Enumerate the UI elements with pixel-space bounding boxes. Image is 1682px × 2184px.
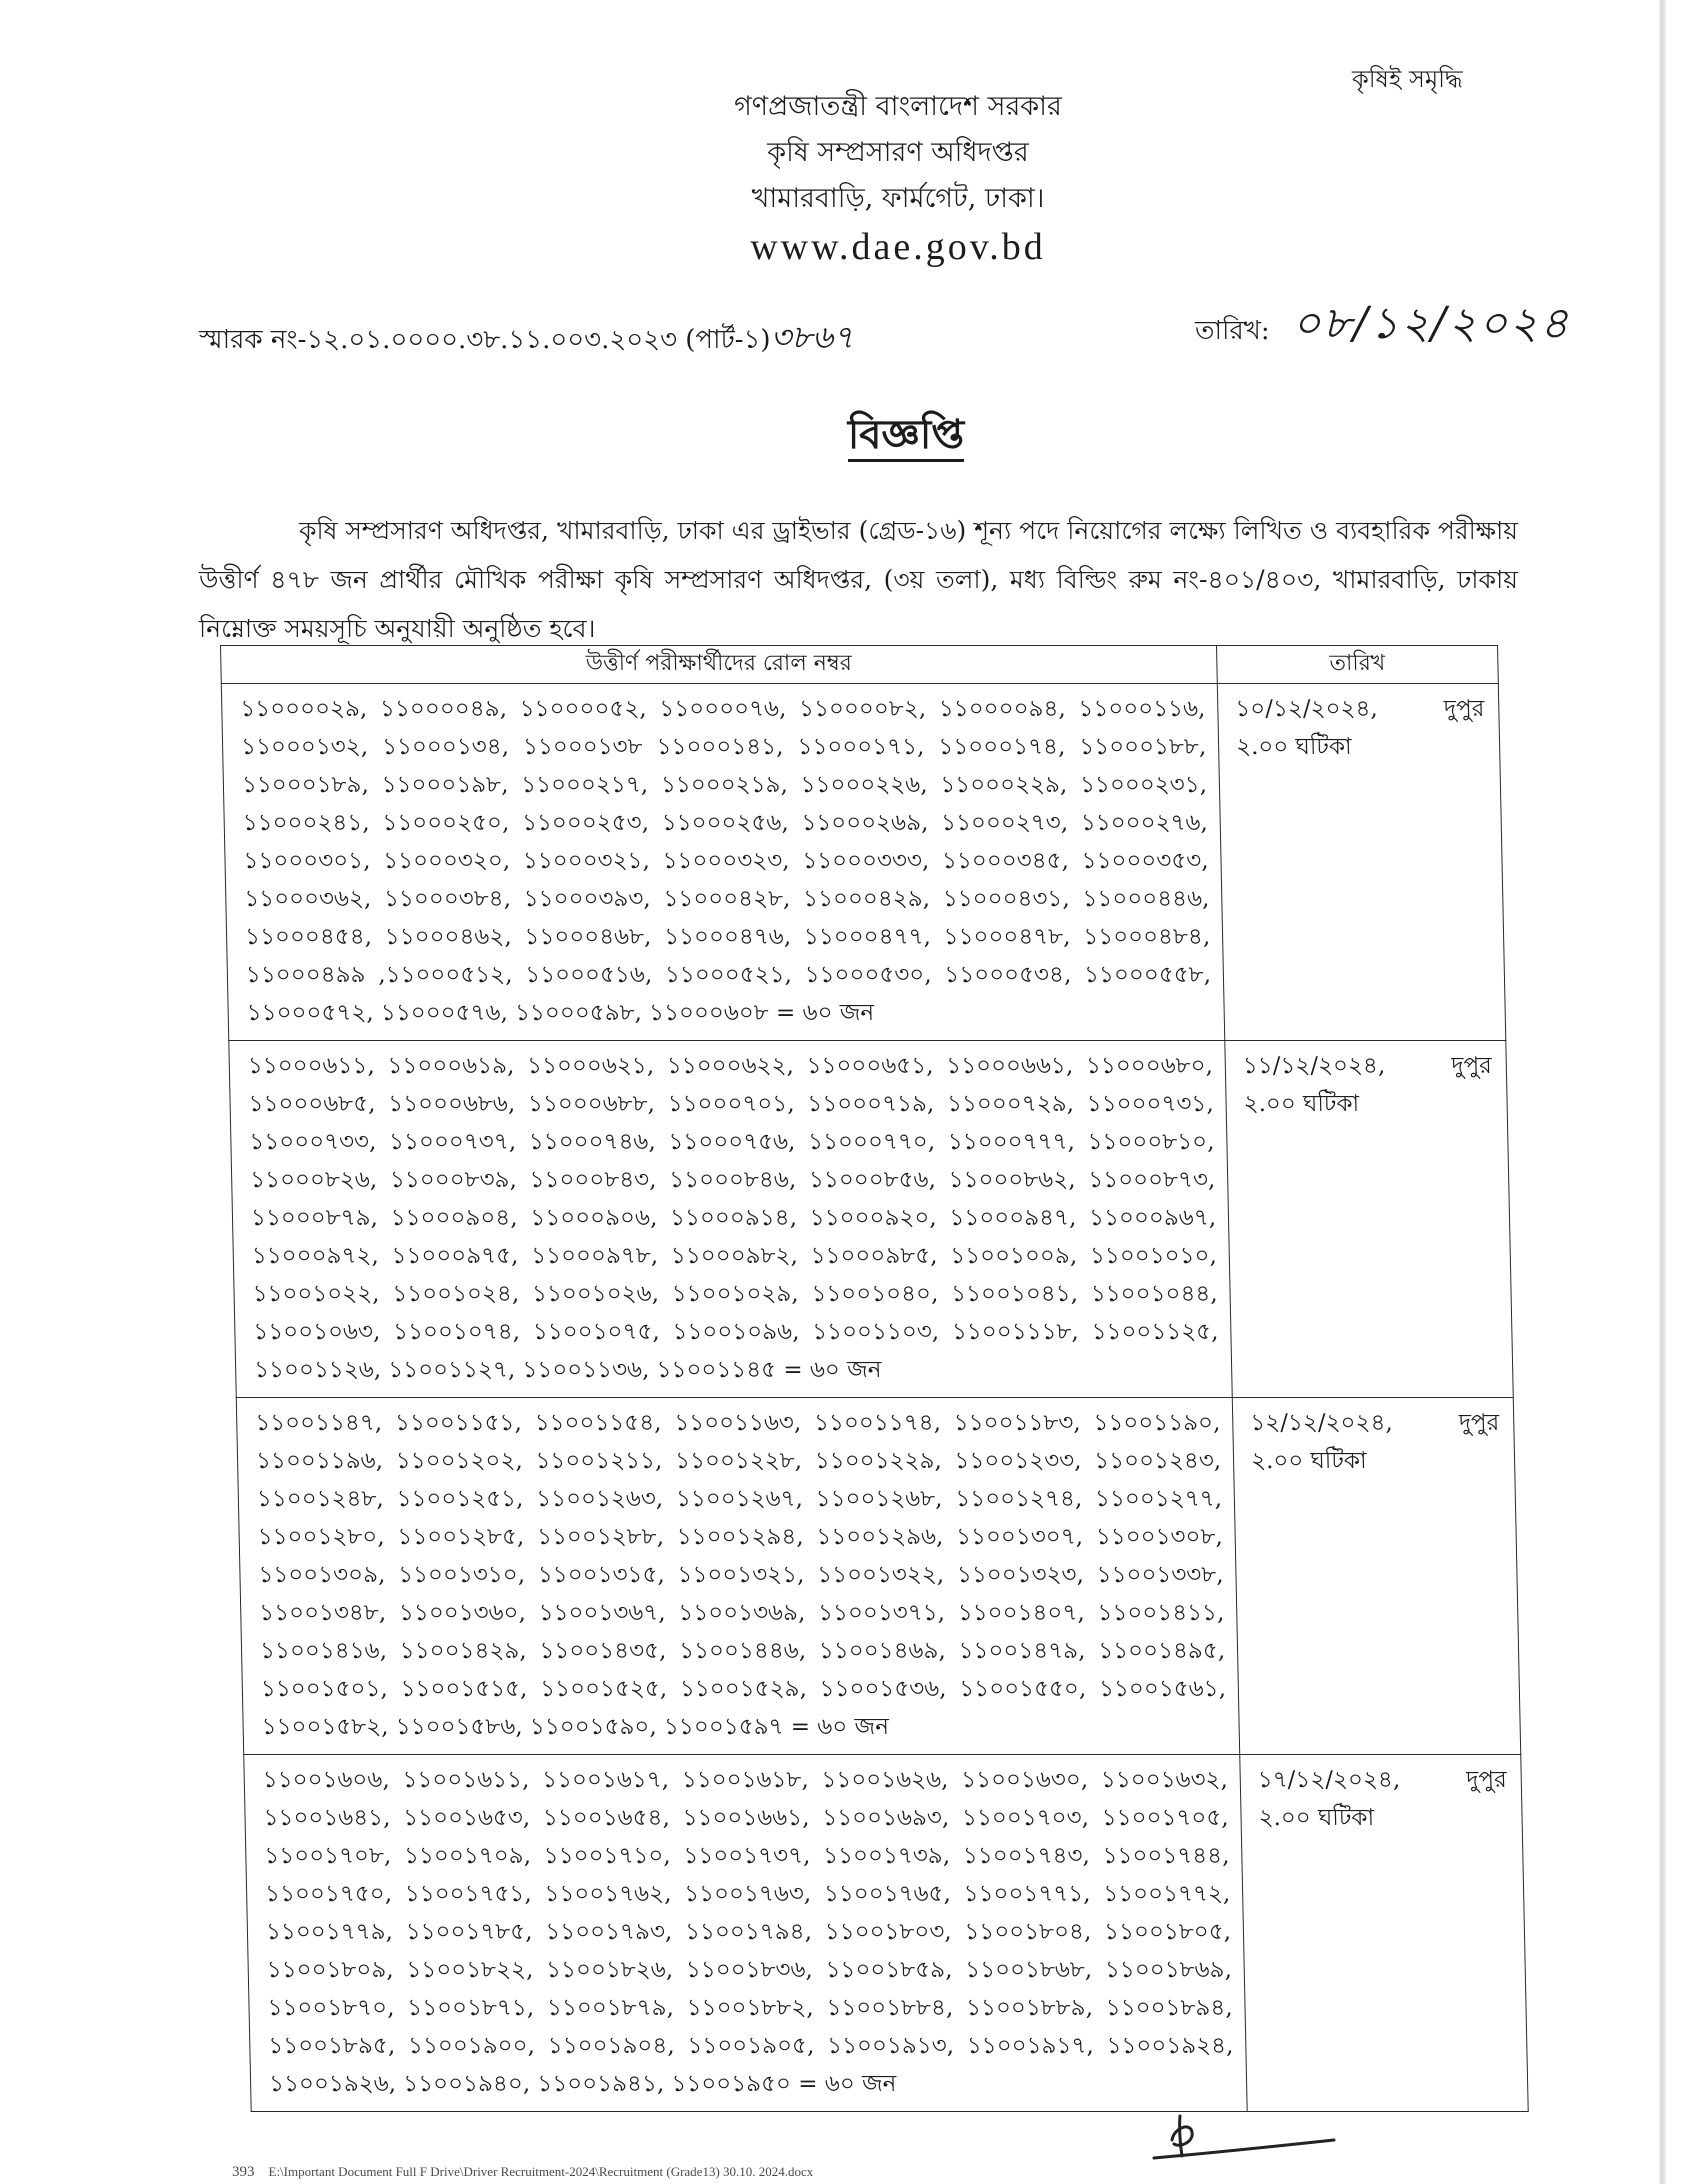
roll-number-line: ১১০০১৩০৯, ১১০০১৩১০, ১১০০১৩১৫, ১১০০১৩২১, ১১০০১৩২২, ১১০০১৩২৩, ১১০০১৩৩৮,	[258, 1562, 1224, 1588]
roll-number-line: ১১০০০৬৮৫, ১১০০০৬৮৬, ১১০০০৬৮৮, ১১০০০৭০১, ১১০০০৭১৯, ১১০০০৭২৯, ১১০০০৭৩১,	[248, 1091, 1214, 1117]
roll-number-line: ১১০০১৭০৮, ১১০০১৭০৯, ১১০০১৭১০, ১১০০১৭৩৭, ১১০০১৭৩৯, ১১০০১৭৪৩, ১১০০১৭৪৪,	[264, 1843, 1230, 1869]
roll-number-line: ১১০০১১৯৬, ১১০০১২০২, ১১০০১২১১, ১১০০১২২৮, ১১০০১২২৯, ১১০০১২৩৩, ১১০০১২৪৩,	[255, 1448, 1222, 1474]
schedule-time: ২.০০ ঘটিকা	[1243, 1091, 1360, 1117]
file-path: E:\Important Document Full F Drive\Driver Recruitment-2024\Recruitment (Grade13) 30.10. 2024.docx	[268, 2164, 814, 2179]
roll-number-line: ১১০০০৬১১, ১১০০০৬১৯, ১১০০০৬২১, ১১০০০৬২২, ১১০০০৬৫১, ১১০০০৬৬১, ১১০০০৬৮০,	[247, 1053, 1214, 1079]
roll-number-line: ১১০০১৮৭০, ১১০০১৮৭১, ১১০০১৮৭৯, ১১০০১৮৮২, ১১০০১৮৮৪, ১১০০১৮৮৯, ১১০০১৮৯৪,	[267, 1995, 1233, 2021]
date-handwritten: ০৮/১২/২০২৪	[1292, 298, 1571, 349]
schedule-date-cell	[1225, 1041, 1513, 1398]
schedule-row	[229, 1041, 1513, 1398]
notice-title	[756, 408, 1056, 462]
roll-number-line: ১১০০১৪১৬, ১১০০১৪২৯, ১১০০১৪৩৫, ১১০০১৪৪৬, ১১০০১৪৬৯, ১১০০১৪৭৯, ১১০০১৪৯৫,	[259, 1638, 1226, 1664]
schedule-date-line	[1242, 1047, 1492, 1085]
roll-number-line: ১১০০০০২৯, ১১০০০০৪৯, ১১০০০০৫২, ১১০০০০৭৬, ১১০০০০৮২, ১১০০০০৯৪, ১১০০০১১৬,	[240, 696, 1206, 722]
roll-number-line: ১১০০১০৬৩, ১১০০১০৭৪, ১১০০১০৭৫, ১১০০১০৯৬, ১১০০১১০৩, ১১০০১১১৮, ১১০০১১২৫,	[253, 1319, 1219, 1345]
roll-number-line-total: ১১০০১৯২৬, ১১০০১৯৪০, ১১০০১৯৪১, ১১০০১৯৫০ = ৬০ জন	[268, 2071, 897, 2097]
schedule-period: দুপুর	[1466, 1767, 1508, 1793]
document-footer	[232, 2164, 813, 2180]
roll-number-line: ১১০০১২৮০, ১১০০১২৮৫, ১১০০১২৮৮, ১১০০১২৯৪, ১১০০১২৯৬, ১১০০১৩০৭, ১১০০১৩০৮,	[257, 1524, 1223, 1550]
roll-number-line: ১১০০০৯৭২, ১১০০০৯৭৫, ১১০০০৯৭৮, ১১০০০৯৮২, ১১০০০৯৮৫, ১১০০১০০৯, ১১০০১০১০,	[251, 1243, 1218, 1269]
schedule-date: ১১/১২/২০২৪,	[1242, 1053, 1386, 1079]
schedule-period: দুপুর	[1451, 1053, 1493, 1079]
letterhead	[598, 84, 1198, 272]
schedule-date: ১৭/১২/২০২৪,	[1257, 1767, 1401, 1793]
page-edge-shadow	[1658, 0, 1666, 2184]
roll-number-line: ১১০০০২৪১, ১১০০০২৫০, ১১০০০২৫৩, ১১০০০২৫৬, ১১০০০২৬৯, ১১০০০২৭৩, ১১০০০২৭৬,	[242, 810, 1209, 836]
roll-number-line: ১১০০১৮০৯, ১১০০১৮২২, ১১০০১৮২৬, ১১০০১৮৩৬, ১১০০১৮৫৯, ১১০০১৮৬৮, ১১০০১৮৬৯,	[266, 1957, 1233, 1983]
website: www.dae.gov.bd	[750, 226, 1046, 268]
roll-number-line: ১১০০১২৪৮, ১১০০১২৫১, ১১০০১২৬৩, ১১০০১২৬৭, ১১০০১২৬৮, ১১০০১২৭৪, ১১০০১২৭৭,	[256, 1486, 1223, 1512]
roll-numbers-cell	[229, 1041, 1232, 1398]
roll-number-line-total: ১১০০১৫৮২, ১১০০১৫৮৬, ১১০০১৫৯০, ১১০০১৫৯৭ = ৬০ জন	[261, 1714, 890, 1740]
roll-number-line: ১১০০০৭৩৩, ১১০০০৭৩৭, ১১০০০৭৪৬, ১১০০০৭৫৬, ১১০০০৭৭০, ১১০০০৭৭৭, ১১০০০৮১০,	[249, 1129, 1215, 1155]
roll-number-line-total: ১১০০১১২৬, ১১০০১১২৭, ১১০০১১৩৬, ১১০০১১৪৫ = ৬০ জন	[253, 1357, 882, 1383]
schedule-date-line	[1250, 1404, 1500, 1442]
schedule-time: ২.০০ ঘটিকা	[1235, 734, 1352, 760]
roll-number-line: ১১০০১৭৭৯, ১১০০১৭৮৫, ১১০০১৭৯৩, ১১০০১৭৯৪, ১১০০১৮০৩, ১১০০১৮০৪, ১১০০১৮০৫,	[265, 1919, 1232, 1945]
header-roll-numbers: উত্তীর্ণ পরীক্ষার্থীদের রোল নম্বর	[221, 646, 1218, 684]
memo-number	[199, 316, 854, 361]
schedule-table-wrapper	[220, 645, 1528, 2112]
roll-number-line: ১১০০১১৪৭, ১১০০১১৫১, ১১০০১১৫৪, ১১০০১১৬৩, ১১০০১১৭৪, ১১০০১১৮৩, ১১০০১১৯০,	[255, 1410, 1221, 1436]
roll-number-line: ১১০০১৬৪১, ১১০০১৬৫৩, ১১০০১৬৫৪, ১১০০১৬৬১, ১১০০১৬৯৩, ১১০০১৭০৩, ১১০০১৭০৫,	[263, 1805, 1229, 1831]
schedule-date-line	[1235, 690, 1485, 728]
department-name: কৃষি সম্প্রসারণ অধিদপ্তর	[767, 137, 1029, 168]
schedule-table	[220, 645, 1529, 2112]
schedule-date: ১২/১২/২০২৪,	[1250, 1410, 1393, 1436]
signature-scribble	[1150, 2114, 1350, 2164]
roll-number-line: ১১০০০৩৬২, ১১০০০৩৮৪, ১১০০০৩৯৩, ১১০০০৪২৮, ১১০০০৪২৯, ১১০০০৪৩১, ১১০০০৪৪৬,	[244, 886, 1210, 912]
schedule-row	[236, 1398, 1520, 1755]
roll-numbers-cell	[236, 1398, 1239, 1755]
schedule-date-cell	[1217, 684, 1505, 1041]
notice-body: কৃষি সম্প্রসারণ অধিদপ্তর, খামারবাড়ি, ঢাকা এর ড্রাইভার (গ্রেড-১৬) শূন্য পদে নিয়োগের লক্ষ্যে লিখিত ও ব্যবহারিক পরীক্ষায় উত্তীর্ণ ৪৭৮ জন প্রার্থীর মৌখিক পরীক্ষা কৃষি সম্প্রসারণ অধিদপ্তর, (৩য় তলা), মধ্য বিল্ডিং রুম নং-৪০১/৪০৩, খামারবাড়ি, ঢাকায় নিম্নোক্ত সময়সূচি অনুযায়ী অনুষ্ঠিত হবে।	[199, 516, 1518, 643]
schedule-time: ২.০০ ঘটিকা	[1258, 1805, 1375, 1831]
roll-number-line: ১১০০১৬০৬, ১১০০১৬১১, ১১০০১৬১৭, ১১০০১৬১৮, ১১০০১৬২৬, ১১০০১৬৩০, ১১০০১৬৩২,	[262, 1767, 1229, 1793]
schedule-row	[221, 684, 1505, 1041]
roll-number-line: ১১০০০৩০১, ১১০০০৩২০, ১১০০০৩২১, ১১০০০৩২৩, ১১০০০৩৩৩, ১১০০০৩৪৫, ১১০০০৩৫৩,	[243, 848, 1209, 874]
roll-number-line: ১১০০০৮৭৯, ১১০০০৯০৪, ১১০০০৯০৬, ১১০০০৯১৪, ১১০০০৯২০, ১১০০০৯৪৭, ১১০০০৯৬৭,	[250, 1205, 1217, 1231]
notice-title-text: বিজ্ঞপ্তি	[848, 411, 964, 462]
schedule-date-cell	[1232, 1398, 1520, 1755]
roll-number-line: ১১০০০১৮৯, ১১০০০১৯৮, ১১০০০২১৭, ১১০০০২১৯, ১১০০০২২৬, ১১০০০২২৯, ১১০০০২৩১,	[241, 772, 1208, 798]
roll-number-line: ১১০০১৮৯৫, ১১০০১৯০০, ১১০০১৯০৪, ১১০০১৯০৫, ১১০০১৯১৩, ১১০০১৯১৭, ১১০০১৯২৪,	[268, 2033, 1234, 2059]
roll-number-line: ১১০০০১৩২, ১১০০০১৩৪, ১১০০০১৩৮ ১১০০০১৪১, ১১০০০১৭১, ১১০০০১৭৪, ১১০০০১৮৮,	[240, 734, 1207, 760]
schedule-time: ২.০০ ঘটিকা	[1250, 1448, 1367, 1474]
memo-number-handwritten: ৩৮৬৭	[770, 318, 854, 356]
roll-number-line: ১১০০১০২২, ১১০০১০২৪, ১১০০১০২৬, ১১০০১০২৯, ১১০০১০৪০, ১১০০১০৪১, ১১০০১০৪৪,	[252, 1281, 1218, 1307]
schedule-date-cell	[1240, 1755, 1528, 2112]
table-header-row	[221, 646, 1499, 684]
header-date: তারিখ	[1217, 646, 1499, 684]
roll-number-line: ১১০০১৫০১, ১১০০১৫১৫, ১১০০১৫২৫, ১১০০১৫২৯, ১১০০১৫৩৬, ১১০০১৫৫০, ১১০০১৫৬১,	[260, 1676, 1227, 1702]
roll-number-line: ১১০০০৪৫৪, ১১০০০৪৬২, ১১০০০৪৬৮, ১১০০০৪৭৬, ১১০০০৪৭৭, ১১০০০৪৭৮, ১১০০০৪৮৪,	[244, 924, 1211, 950]
roll-number-line-total: ১১০০০৫৭২, ১১০০০৫৭৬, ১১০০০৫৯৮, ১১০০০৬০৮ = ৬০ জন	[246, 1000, 875, 1026]
office-address: খামারবাড়ি, ফার্মগেট, ঢাকা।	[751, 183, 1045, 214]
roll-number-line: ১১০০০৮২৬, ১১০০০৮৩৯, ১১০০০৮৪৩, ১১০০০৮৪৬, ১১০০০৮৫৬, ১১০০০৮৬২, ১১০০০৮৭৩,	[249, 1167, 1216, 1193]
memo-number-prefix: স্মারক নং-১২.০১.০০০০.৩৮.১১.০০৩.২০২৩ (পার্ট-১)	[199, 325, 771, 355]
date-label: তারিখ:	[1195, 316, 1270, 346]
government-name: গণপ্রজাতন্ত্রী বাংলাদেশ সরকার	[734, 91, 1062, 122]
schedule-date-line	[1257, 1761, 1507, 1799]
roll-number-line: ১১০০১৩৪৮, ১১০০১৩৬০, ১১০০১৩৬৭, ১১০০১৩৬৯, ১১০০১৩৭১, ১১০০১৪০৭, ১১০০১৪১১,	[259, 1600, 1225, 1626]
motto: কৃষিই সমৃদ্ধি	[1352, 65, 1463, 93]
roll-number-line: ১১০০১৭৫০, ১১০০১৭৫১, ১১০০১৭৬২, ১১০০১৭৬৩, ১১০০১৭৬৫, ১১০০১৭৭১, ১১০০১৭৭২,	[264, 1881, 1231, 1907]
schedule-date: ১০/১২/২০২৪,	[1235, 696, 1378, 722]
schedule-row	[244, 1755, 1528, 2112]
page-number: 393	[232, 2164, 255, 2180]
roll-numbers-cell	[244, 1755, 1247, 2112]
schedule-period: দুপুর	[1458, 1410, 1500, 1436]
roll-number-line: ১১০০০৪৯৯ ,১১০০০৫১২, ১১০০০৫১৬, ১১০০০৫২১, ১১০০০৫৩০, ১১০০০৫৩৪, ১১০০০৫৫৮,	[245, 962, 1212, 988]
roll-numbers-cell	[221, 684, 1224, 1041]
schedule-period: দুপুর	[1443, 696, 1485, 722]
